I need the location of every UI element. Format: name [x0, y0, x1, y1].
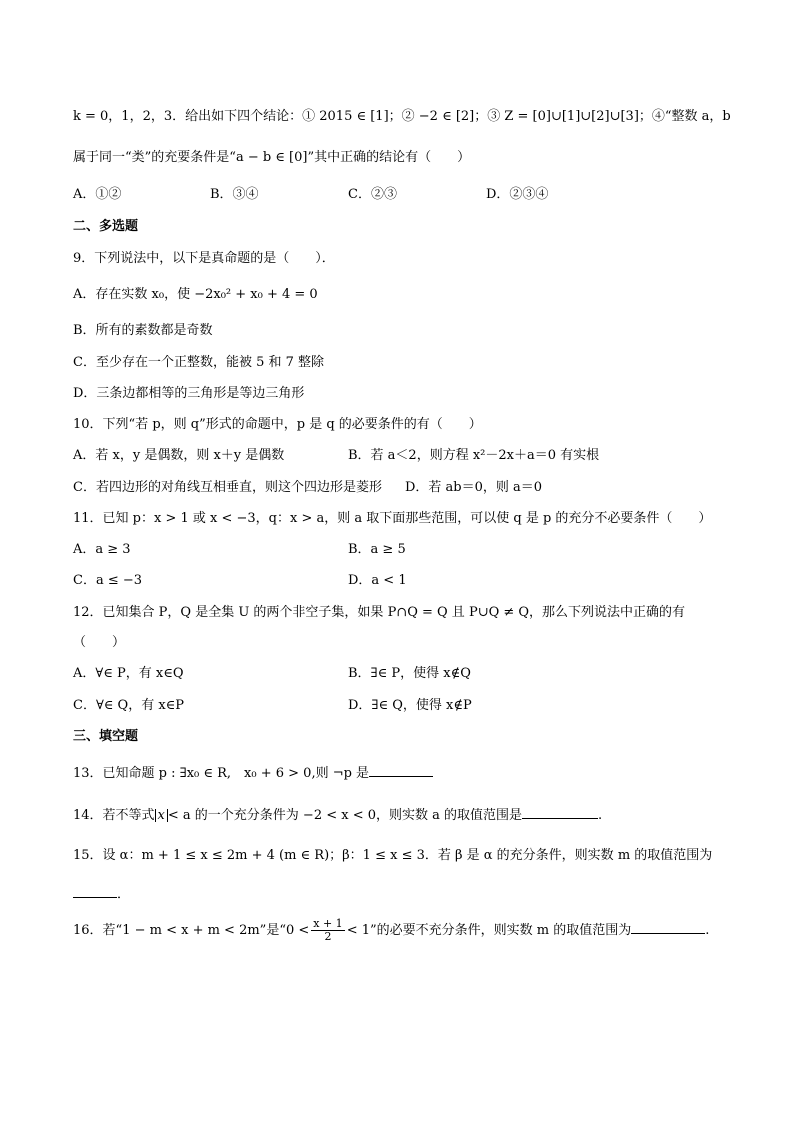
q8-option-d: D．②③④	[486, 187, 549, 202]
q10-option-a: A．若 x，y 是偶数，则 x＋y 是偶数	[73, 448, 285, 463]
q15-line2	[73, 885, 130, 904]
q9-stem: 9．下列说法中，以下是真命题的是（ ）．	[73, 251, 335, 266]
q8-option-c: C．②③	[348, 187, 397, 202]
q10-stem: 10．下列“若 p，则 q”形式的命题中，p 是 q 的必要条件的有（ ）	[73, 417, 482, 432]
q10-option-c: C．若四边形的对角线互相垂直，则这个四边形是菱形	[73, 480, 382, 495]
q16-fraction-denominator: 2	[324, 930, 332, 943]
q9-option-c: C．至少存在一个正整数，能被 5 和 7 整除	[73, 355, 325, 370]
q14-post: < a 的一个充分条件为 −2 < x < 0，则实数 a 的取值范围是	[167, 808, 523, 823]
q9-option-d: D．三条边都相等的三角形是等边三角形	[73, 386, 305, 401]
q8-option-a: A．①②	[73, 187, 122, 202]
q11-option-d: D．a < 1	[348, 573, 407, 588]
q14-end: .	[598, 808, 603, 823]
q8-option-b: B．③④	[210, 187, 259, 202]
q11-option-b: B．a ≥ 5	[348, 542, 406, 557]
q12-stem-line1: 12．已知集合 P，Q 是全集 U 的两个非空子集，如果 P∩Q = Q 且 P∪Q ≠ Q，那么下列说法中正确的有	[73, 605, 686, 620]
q16-post: < 1”的必要不充分条件，则实数 m 的取值范围为	[346, 923, 632, 938]
q15-line1: 15．设 α：m + 1 ≤ x ≤ 2m + 4 (m ∈ R)；β：1 ≤ x ≤ 3．若 β 是 α 的充分条件，则实数 m 的取值范围为	[73, 848, 713, 863]
q15-answer-blank[interactable]	[73, 885, 117, 898]
q11-stem: 11．已知 p：x > 1 或 x < −3，q：x > a，则 a 取下面那些范围，可以使 q 是 p 的充分不必要条件（ ）	[73, 511, 712, 526]
section-heading-fill-in: 三、填空题	[73, 729, 139, 744]
q16	[73, 918, 709, 943]
q13	[73, 764, 433, 783]
q8-line2: 属于同一“类”的充要条件是“a − b ∈ [0]”其中正确的结论有（ ）	[73, 150, 471, 165]
q16-end: .	[705, 923, 710, 938]
q14-absolute-value: x	[155, 809, 168, 822]
q14-pre: 14．若不等式	[73, 808, 155, 823]
q13-text: 13．已知命题 p : ∃x₀ ∈ R, x₀ + 6 > 0,则 ¬p 是	[73, 766, 370, 781]
q16-fraction	[311, 918, 344, 943]
q10-option-d: D．若 ab＝0，则 a＝0	[405, 480, 543, 495]
q8-line1: k = 0，1，2，3．给出如下四个结论：① 2015 ∈ [1]；② −2 ∈ [2]；③ Z = [0]∪[1]∪[2]∪[3]；④“整数 a，b	[73, 109, 731, 124]
q16-answer-blank[interactable]	[631, 921, 705, 934]
q12-stem-line2: （ ）	[73, 635, 126, 650]
q9-option-b: B．所有的素数都是奇数	[73, 323, 213, 338]
q9-option-a: A．存在实数 x₀，使 −2x₀² + x₀ + 4 = 0	[73, 287, 318, 302]
section-heading-multiple-choice: 二、多选题	[73, 219, 139, 234]
q12-option-c: C．∀∈ Q，有 x∈P	[73, 698, 185, 713]
q12-option-d: D．∃∈ Q，使得 x∉P	[348, 698, 472, 713]
q14-answer-blank[interactable]	[522, 806, 598, 819]
q16-pre: 16．若“1 − m < x + m < 2m”是“0 <	[73, 923, 310, 938]
q12-option-a: A．∀∈ P，有 x∈Q	[73, 666, 184, 681]
q13-answer-blank[interactable]	[369, 764, 433, 777]
q11-option-a: A．a ≥ 3	[73, 542, 131, 557]
q14	[73, 806, 602, 825]
q10-option-b: B．若 a＜2，则方程 x²－2x＋a＝0 有实根	[348, 448, 600, 463]
q11-option-c: C．a ≤ −3	[73, 573, 143, 588]
q16-fraction-numerator: x + 1	[313, 917, 343, 930]
q15-end: ．	[117, 887, 131, 902]
q12-option-b: B．∃∈ P，使得 x∉Q	[348, 666, 471, 681]
